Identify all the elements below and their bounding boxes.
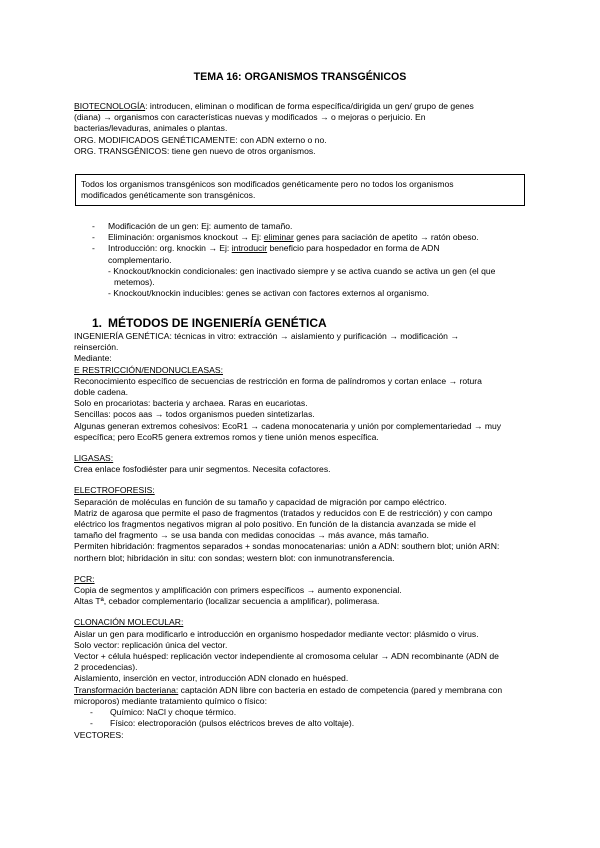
subheading-cloning: CLONACIÓN MOLECULAR: xyxy=(74,617,184,628)
sub-item: - Knockout/knockin inducibles: genes se activan con factores externos al organismo. xyxy=(108,288,430,299)
section-heading: 1. MÉTODOS DE INGENIERÍA GENÉTICA xyxy=(92,316,327,330)
subheading-restriction: E RESTRICCIÓN/ENDONUCLEASAS: xyxy=(74,364,223,375)
dash-bullet: - xyxy=(90,718,93,729)
list-item: - Introducción: org. knockin → Ej: introducir beneficio para hospedador en forma de ADN complementario. xyxy=(92,243,440,265)
subheading-transformation: Transformación bacteriana: xyxy=(74,684,179,695)
list-item: - Modificación de un gen: Ej: aumento de tamaño. xyxy=(92,221,293,231)
biotec-line-2: (diana) → organismos con características nuevas y modificados → o mejoras o perjuicio. En xyxy=(74,112,426,123)
transgenic-line: ORG. TRANSGÉNICOS: tiene gen nuevo de otros organismos. xyxy=(74,145,316,156)
intro-block xyxy=(74,101,534,157)
list-item: - Físico: electroporación (pulsos eléctricos breves de alto voltaje). xyxy=(90,718,355,729)
subheading-pcr: PCR: xyxy=(74,573,95,584)
list-item: - Eliminación: organismos knockout → Ej: eliminar genes para saciación de apetito → ratón obeso. xyxy=(92,232,479,243)
list-item: - Químico: NaCl y choque térmico. xyxy=(90,707,237,718)
bullet-list xyxy=(92,221,532,299)
biotec-label: BIOTECNOLOGÍA xyxy=(74,101,146,111)
section-body: INGENIERÍA GENÉTICA: técnicas in vitro: extracción → aislamiento y purificación → modificación → reinserción. Mediante: E RESTRICCIÓN/ENDONUCLEASAS: Reconocimiento específico de secuencias de restricción en forma de palíndromos y cortan enlace → rotura doble cadena. Solo en procariotas: bacteria y archaea. Raras en eucariotas. Sencillas: pocos aas → todos organismos pueden sintetizarlas. Algunas generan extremos cohesivos: EcoR1 → cadena monocatenaria y unión por complementariedad → muy específica; pero EcoR5 genera extremos romos y tiene unión menos específica. LIGASAS: Crea enlace fosfodiéster para unir segmentos. Necesita cofactores. ELECTROFORESIS: Separación de moléculas en función de su tamaño y capacidad de migración por campo eléctrico. Matriz de agarosa que permite el paso de fragmentos (tratados y reducidos con E de restricción) y con campo eléctrico los fragmentos negativos migran al polo positivo. En función de la distancia avanzada se mide el tamaño del fragmento → se usa banda con medidas conocidas → más avance, más tamaño. Permiten hibridación: fragmentos separados + sondas monocatenarias: unión a ADN: southern blot; unión ARN: northern blot; hibridación in situ: con sondas; western blot: con inmunotransferencia. PCR: Copia de segmentos y amplificación con primers específicos → aumento exponencial. Altas Tª, cebador complementario (localizar secuencia a amplificar), polimerasa. CLONACIÓN MOLECULAR: Aislar un gen para modificarlo e introducción en organismo hospedador mediante vector: plásmido o virus. Solo vector: replicación única del vector. Vector + célula huésped: replicación vector independiente al cromosoma celular → ADN recombinante (ADN de 2 procedencias). Aislamiento, inserción en vector, introducción ADN clonado en huésped. Transformación bacteriana: captación ADN libre con bacteria en estado de competencia (pared y membrana con microporos) mediante tratamiento químico o físico: - Químico: NaCl y choque térmico. - Físico: electroporación (pulsos eléctricos breves de alto voltaje). VECTORES: xyxy=(74,331,534,741)
omg-line: ORG. MODIFICADOS GENÉTICAMENTE: con ADN externo o no. xyxy=(74,134,327,145)
dash-bullet: - xyxy=(92,243,95,254)
biotec-line-1 xyxy=(74,101,534,112)
dash-bullet: - xyxy=(92,221,95,231)
dash-bullet: - xyxy=(92,232,95,243)
biotec-line-3: bacterias/levaduras, animales o plantas. xyxy=(74,123,228,134)
sub-item: - Knockout/knockin condicionales: gen inactivado siempre y se activa cuando se activa un gen (el que metemos). xyxy=(108,265,496,288)
subheading-electrophoresis: ELECTROFORESIS: xyxy=(74,485,155,496)
page-title: TEMA 16: ORGANISMOS TRANSGÉNICOS xyxy=(193,71,407,83)
subheading-ligases: LIGASAS: xyxy=(74,453,114,464)
box-line-1: Todos los organismos transgénicos son modificados genéticamente pero no todos los organismos xyxy=(81,179,454,189)
highlight-box xyxy=(75,174,525,206)
dash-bullet: - xyxy=(90,707,93,718)
box-line-2: modificados genéticamente son transgénicos. xyxy=(81,190,256,201)
subheading-vectors: VECTORES: xyxy=(74,729,124,740)
biotec-text: : introducen, eliminan o modifican de forma específica/dirigida un gen/ grupo de genes xyxy=(145,101,474,111)
